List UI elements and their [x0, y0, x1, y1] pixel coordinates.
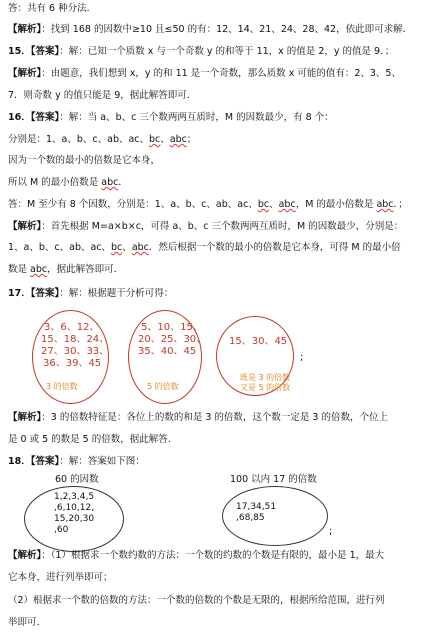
- set3-caption-1: 既是 3 的倍数: [240, 373, 291, 382]
- right-set-row-1: 17,34,51: [236, 502, 277, 512]
- left-set-row-2: ,6,10,12,: [54, 503, 95, 513]
- right-set-title: 100 以内 17 的倍数: [230, 474, 317, 485]
- set1-caption: 3 的倍数: [46, 382, 78, 391]
- set3-caption-2: 又是 5 的倍数: [240, 383, 291, 392]
- line-17: 18．【答案】：解：答案如下图：: [8, 456, 145, 467]
- line-19: 它本身，进行列举即可；: [8, 572, 113, 583]
- set2-row-3: 35、40、45: [138, 346, 197, 357]
- fig17-tail: ;: [300, 352, 304, 363]
- line-21: 举即可．: [8, 617, 47, 628]
- line-16: 是 0 或 5 的数是 5 的倍数，据此解答．: [8, 434, 178, 445]
- set1-row-1: 3、6、12、: [44, 322, 100, 333]
- fig18-tail: ;: [329, 526, 333, 537]
- line-10: 答：M 至少有 8 个因数，分别是：1、a、b、c、ab、ac、bc、abc，M 的最小倍数是 abc．；: [8, 199, 408, 210]
- line-11: 【解析】：首先根据 M=a×b×c，可得 a、b、c 三个数两两互质时，M 的因数最少，分别是：: [8, 221, 404, 232]
- line-7: 分别是：1、a、b、c、ab、ac、bc、abc；: [8, 134, 197, 145]
- right-set-row-2: ,68,85: [236, 513, 265, 523]
- line-3: 15．【答案】：解：已知一个质数 x 与一个奇数 y 的和等于 11，x 的值是 2，y 的值是 9．；: [8, 46, 395, 57]
- figure-18: [0, 470, 442, 550]
- left-set-row-1: 1,2,3,4,5: [54, 492, 95, 502]
- line-8: 因为一个数的最小的倍数是它本身，: [8, 155, 161, 166]
- set1-row-2: 15、18、24、: [41, 334, 110, 345]
- line-18: 【解析】：（1）根据求一个数约数的方法：一个数的约数的个数是有限的，最小是 1，最大: [8, 550, 385, 561]
- figure-17: [0, 300, 442, 405]
- left-set-row-4: ,60: [54, 525, 69, 535]
- line-12: 1、a、b、c、ab、ac、bc、abc．然后根据一个数的最小的倍数是它本身，可得 M 的最小倍: [8, 242, 401, 253]
- line-20: （2）根据求一个数的倍数的方法：一个数的倍数的个数是无限的，根据所给范围，进行列: [8, 595, 385, 606]
- line-2: 【解析】：找到 168 的因数中≥10 且≤50 的有：12、14、21、24、28、42，依此即可求解．: [8, 24, 413, 35]
- line-13: 数是 abc，据此解答即可．: [8, 264, 124, 275]
- line-15: 【解析】：3 的倍数特征是：各位上的数的和是 3 的倍数，这个数一定是 3 的倍数，个位上: [8, 412, 388, 423]
- line-9: 所以 M 的最小倍数是 abc．: [8, 177, 128, 188]
- line-1: 答：共有 6 种分法．: [8, 3, 97, 14]
- left-set-title: 60 的因数: [55, 474, 99, 485]
- line-5: 7．则奇数 y 的值只能是 9，据此解答即可．: [8, 90, 197, 101]
- set1-row-4: 36、39、45: [43, 358, 102, 369]
- set3-row-1: 15、30、45: [229, 336, 288, 347]
- set1-row-3: 27、30、33、: [41, 346, 110, 357]
- line-14: 17．【答案】：解：根据题干分析可得：: [8, 288, 174, 299]
- left-set-row-3: 15,20,30: [54, 514, 95, 524]
- set2-row-2: 20、25、30、: [138, 334, 207, 345]
- line-6: 16．【答案】：解：当 a、b、c 三个数两两互质时，M 的因数最少，有 8 个：: [8, 112, 334, 123]
- set2-caption: 5 的倍数: [147, 382, 179, 391]
- set2-row-1: 5、10、15、: [141, 322, 203, 333]
- line-4: 【解析】：由题意，我们想到 x，y 的和 11 是一个奇数，那么质数 x 可能的值有：2、3、5、: [8, 68, 401, 79]
